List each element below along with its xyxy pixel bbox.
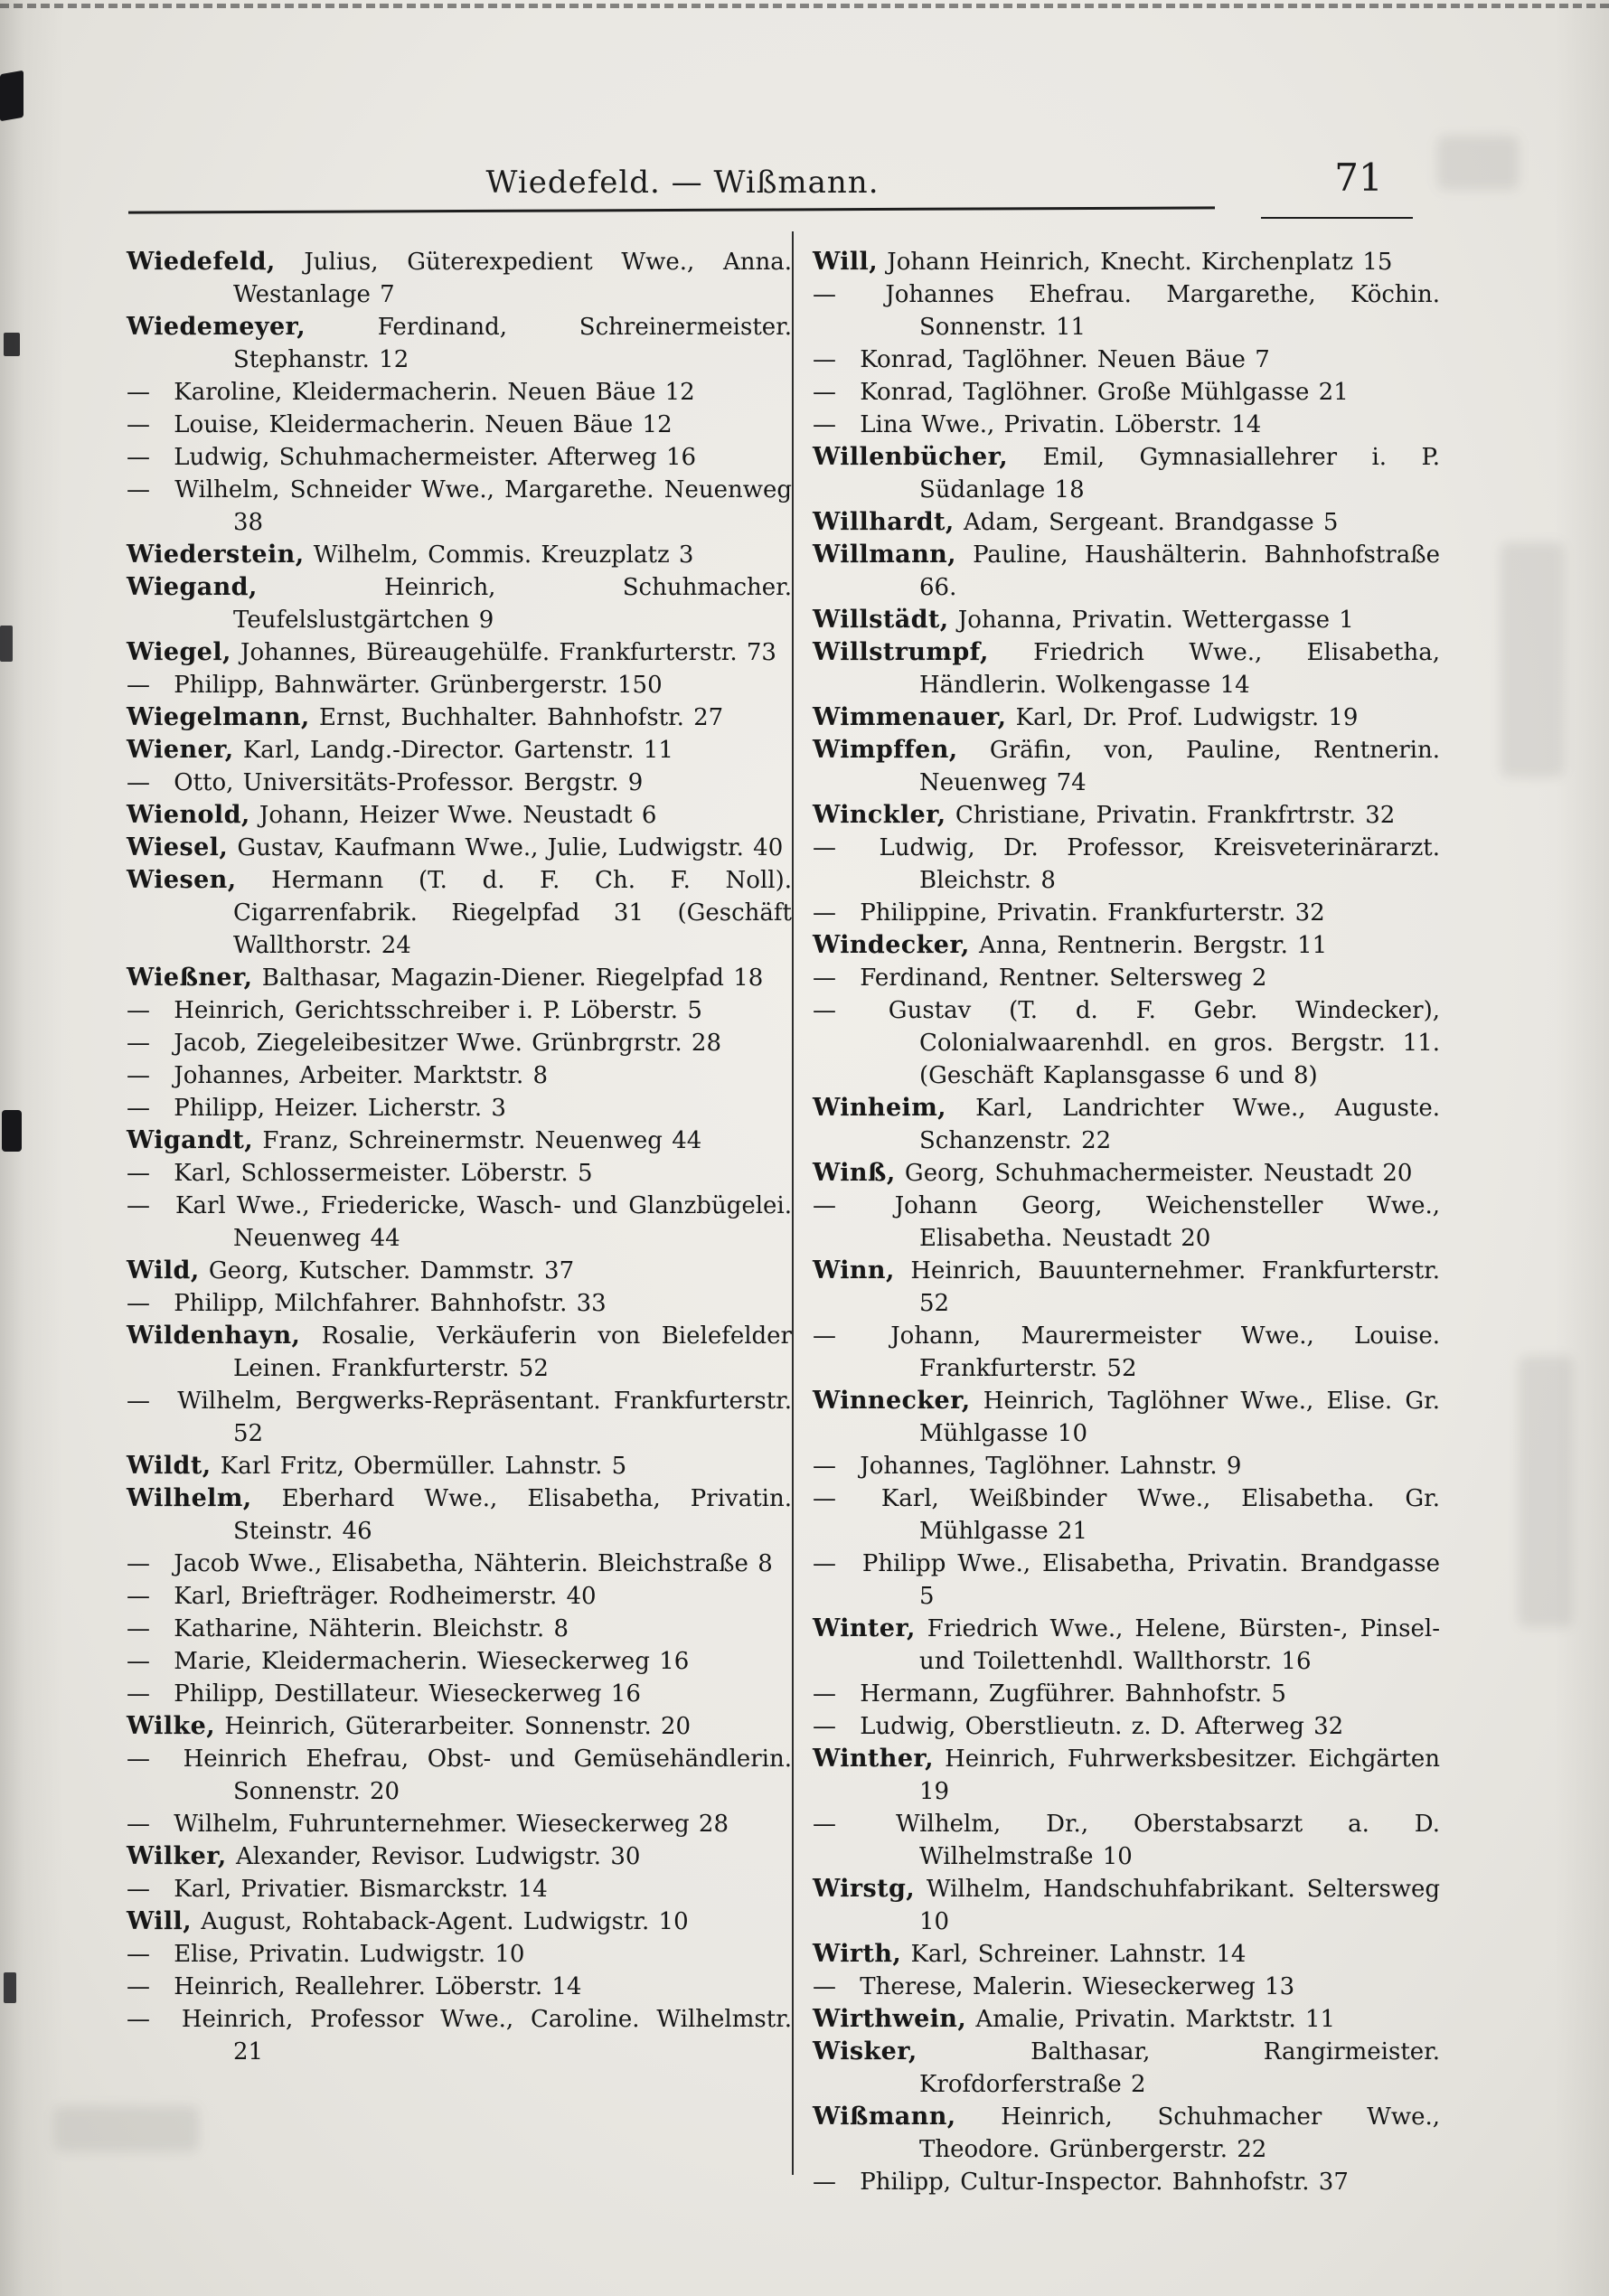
ditto-dash: — — [127, 1290, 150, 1317]
surname: Wimmenauer, — [813, 703, 1007, 731]
ditto-dash: — — [813, 1550, 836, 1577]
scan-artifact — [0, 626, 13, 662]
directory-entry: Wiedemeyer, Ferdinand, Schreinermeister. Stephanstr. 12 — [127, 313, 792, 373]
surname: Willstädt, — [813, 606, 949, 634]
surname: Willstrumpf, — [813, 638, 989, 666]
directory-subentry: — Johannes, Taglöhner. Lahnstr. 9 — [813, 1453, 1242, 1480]
surname: Winckler, — [813, 801, 946, 829]
directory-subentry: — Philipp, Destillateur. Wieseckerweg 16 — [127, 1680, 641, 1708]
ditto-dash: — — [127, 1941, 150, 1968]
directory-subentry: — Johann, Maurermeister Wwe., Louise. Frankfurterstr. 52 — [813, 1322, 1440, 1382]
ditto-dash: — — [813, 1322, 836, 1350]
directory-subentry: — Philipp Wwe., Elisabetha, Privatin. Brandgasse 5 — [813, 1550, 1440, 1610]
directory-subentry: — Otto, Universitäts-Professor. Bergstr. 9 — [127, 769, 644, 796]
directory-subentry: — Elise, Privatin. Ludwigstr. 10 — [127, 1941, 525, 1968]
directory-subentry: — Therese, Malerin. Wieseckerweg 13 — [813, 1973, 1295, 2000]
ditto-dash: — — [813, 834, 836, 861]
surname: Wilke, — [127, 1712, 216, 1740]
surname: Windecker, — [813, 931, 970, 959]
directory-entry: Wild, Georg, Kutscher. Dammstr. 37 — [127, 1256, 575, 1284]
directory-subentry: — Konrad, Taglöhner. Große Mühlgasse 21 — [813, 379, 1349, 406]
directory-entry: Winther, Heinrich, Fuhrwerksbesitzer. Eichgärten 19 — [813, 1745, 1440, 1805]
directory-entry: Willstrumpf, Friedrich Wwe., Elisabetha, Händlerin. Wolkengasse 14 — [813, 638, 1440, 699]
directory-entry: Will, Johann Heinrich, Knecht. Kirchenplatz 15 — [813, 248, 1393, 276]
ditto-dash: — — [127, 672, 150, 699]
directory-subentry: — Philipp, Heizer. Licherstr. 3 — [127, 1095, 506, 1122]
ditto-dash: — — [127, 1550, 150, 1577]
directory-subentry: — Konrad, Taglöhner. Neuen Bäue 7 — [813, 346, 1270, 373]
directory-column-right — [813, 246, 1440, 2198]
ditto-dash: — — [813, 965, 836, 992]
directory-entry: Winheim, Karl, Landrichter Wwe., Auguste. Schanzenstr. 22 — [813, 1094, 1440, 1154]
directory-subentry: — Karl, Briefträger. Rodheimerstr. 40 — [127, 1583, 597, 1610]
scan-artifact — [4, 333, 20, 356]
ditto-dash: — — [813, 281, 836, 308]
page-number: 71 — [1334, 155, 1383, 200]
directory-subentry: — Philippine, Privatin. Frankfurterstr. 32 — [813, 899, 1325, 927]
ink-bleed-smudge — [54, 2106, 199, 2151]
ditto-dash: — — [127, 997, 150, 1024]
scan-artifact — [0, 71, 24, 122]
ditto-dash: — — [127, 1648, 150, 1675]
surname: Wiegel, — [127, 638, 231, 666]
directory-entry: Wiederstein, Wilhelm, Commis. Kreuzplatz 3 — [127, 541, 694, 569]
scan-artifact — [2, 1110, 22, 1152]
ditto-dash: — — [127, 1615, 150, 1642]
directory-subentry: — Ludwig, Schuhmachermeister. Afterweg 16 — [127, 444, 697, 471]
ditto-dash: — — [127, 1192, 150, 1219]
ditto-dash: — — [813, 1811, 836, 1838]
surname: Winter, — [813, 1614, 916, 1642]
ditto-dash: — — [127, 769, 150, 796]
surname: Willhardt, — [813, 508, 955, 536]
directory-entry: Wießner, Balthasar, Magazin-Diener. Riegelpfad 18 — [127, 964, 764, 992]
surname: Wiegelmann, — [127, 703, 310, 731]
directory-entry: Wiesen, Hermann (T. d. F. Ch. F. Noll). Cigarrenfabrik. Riegelpfad 31 (Geschäft Wallthorstr. 24 — [127, 866, 792, 959]
directory-entry: Wienold, Johann, Heizer Wwe. Neustadt 6 — [127, 801, 657, 829]
directory-entry: Winckler, Christiane, Privatin. Frankfrtrstr. 32 — [813, 801, 1396, 829]
directory-entry: Wiesel, Gustav, Kaufmann Wwe., Julie, Ludwigstr. 40 — [127, 833, 784, 861]
surname: Wild, — [127, 1256, 200, 1284]
directory-subentry: — Heinrich, Reallehrer. Löberstr. 14 — [127, 1973, 582, 2000]
directory-subentry: — Marie, Kleidermacherin. Wieseckerweg 16 — [127, 1648, 690, 1675]
ditto-dash: — — [813, 1973, 836, 2000]
surname: Willmann, — [813, 541, 956, 569]
directory-column-left — [127, 246, 792, 2068]
directory-entry: Wisker, Balthasar, Rangirmeister. Krofdorferstraße 2 — [813, 2037, 1440, 2098]
directory-subentry: — Karl, Weißbinder Wwe., Elisabetha. Gr. Mühlgasse 21 — [813, 1485, 1440, 1545]
ditto-dash: — — [813, 997, 836, 1024]
directory-entry: Wigandt, Franz, Schreinermstr. Neuenweg 44 — [127, 1126, 702, 1154]
surname: Winn, — [813, 1256, 895, 1284]
directory-subentry: — Jacob, Ziegeleibesitzer Wwe. Grünbrgrstr. 28 — [127, 1030, 722, 1057]
surname: Wiedefeld, — [127, 248, 276, 276]
directory-entry: Wißmann, Heinrich, Schuhmacher Wwe., Theodore. Grünbergerstr. 22 — [813, 2103, 1440, 2163]
directory-entry: Winter, Friedrich Wwe., Helene, Bürsten-, Pinsel- und Toilettenhdl. Wallthorstr. 16 — [813, 1614, 1440, 1675]
ditto-dash: — — [813, 899, 836, 927]
directory-subentry: — Wilhelm, Bergwerks-Repräsentant. Frankfurterstr. 52 — [127, 1388, 792, 1447]
ditto-dash: — — [127, 1030, 150, 1057]
surname: Winnecker, — [813, 1387, 971, 1415]
directory-entry: Wiedefeld, Julius, Güterexpedient Wwe., Anna. Westanlage 7 — [127, 248, 792, 308]
surname: Wienold, — [127, 801, 250, 829]
ditto-dash: — — [127, 411, 150, 438]
ditto-dash: — — [127, 1388, 150, 1415]
ditto-dash: — — [127, 1062, 150, 1089]
ditto-dash: — — [127, 1973, 150, 2000]
surname: Wiederstein, — [127, 541, 305, 569]
directory-entry: Wilke, Heinrich, Güterarbeiter. Sonnenstr. 20 — [127, 1712, 692, 1740]
directory-subentry: — Lina Wwe., Privatin. Löberstr. 14 — [813, 411, 1262, 438]
page-number-rule — [1261, 217, 1413, 219]
surname: Wiesen, — [127, 866, 237, 894]
surname: Winß, — [813, 1159, 896, 1187]
surname: Wimpffen, — [813, 736, 958, 764]
directory-entry: Wirth, Karl, Schreiner. Lahnstr. 14 — [813, 1940, 1247, 1968]
directory-entry: Wiegelmann, Ernst, Buchhalter. Bahnhofstr. 27 — [127, 703, 724, 731]
surname: Wießner, — [127, 964, 253, 992]
surname: Wildt, — [127, 1452, 212, 1480]
ditto-dash: — — [127, 1095, 150, 1122]
directory-subentry: — Ludwig, Dr. Professor, Kreisveterinärarzt. Bleichstr. 8 — [813, 834, 1440, 894]
surname: Wiedemeyer, — [127, 313, 306, 341]
ditto-dash: — — [127, 444, 150, 471]
surname: Wiesel, — [127, 833, 229, 861]
ditto-dash: — — [127, 2006, 150, 2033]
ink-bleed-smudge — [1437, 136, 1519, 190]
directory-entry: Wildenhayn, Rosalie, Verkäuferin von Bielefelder Leinen. Frankfurterstr. 52 — [127, 1322, 792, 1382]
ditto-dash: — — [813, 379, 836, 406]
surname: Wiegand, — [127, 573, 258, 601]
surname: Winther, — [813, 1745, 934, 1773]
directory-subentry: — Wilhelm, Fuhrunternehmer. Wieseckerweg 28 — [127, 1811, 729, 1838]
directory-subentry: — Johannes, Arbeiter. Marktstr. 8 — [127, 1062, 549, 1089]
directory-subentry: — Karoline, Kleidermacherin. Neuen Bäue 12 — [127, 379, 695, 406]
ditto-dash: — — [813, 346, 836, 373]
directory-subentry: — Heinrich, Professor Wwe., Caroline. Wilhelmstr. 21 — [127, 2006, 792, 2065]
directory-subentry: — Karl, Schlossermeister. Löberstr. 5 — [127, 1160, 593, 1187]
surname: Winheim, — [813, 1094, 946, 1122]
directory-subentry: — Hermann, Zugführer. Bahnhofstr. 5 — [813, 1680, 1286, 1708]
directory-subentry: — Johann Georg, Weichensteller Wwe., Elisabetha. Neustadt 20 — [813, 1192, 1440, 1252]
surname: Will, — [813, 248, 879, 276]
directory-subentry: — Louise, Kleidermacherin. Neuen Bäue 12 — [127, 411, 673, 438]
directory-subentry: — Philipp, Milchfahrer. Bahnhofstr. 33 — [127, 1290, 607, 1317]
header-rule — [128, 206, 1215, 213]
ditto-dash: — — [127, 1160, 150, 1187]
ditto-dash: — — [813, 411, 836, 438]
directory-subentry: — Wilhelm, Dr., Oberstabsarzt a. D. Wilhelmstraße 10 — [813, 1811, 1440, 1870]
surname: Wildenhayn, — [127, 1322, 301, 1350]
directory-subentry: — Heinrich, Gerichtsschreiber i. P. Löberstr. 5 — [127, 997, 702, 1024]
directory-subentry: — Johannes Ehefrau. Margarethe, Köchin. Sonnenstr. 11 — [813, 281, 1440, 341]
ditto-dash: — — [813, 1485, 836, 1512]
ditto-dash: — — [127, 1583, 150, 1610]
directory-entry: Windecker, Anna, Rentnerin. Bergstr. 11 — [813, 931, 1328, 959]
surname: Wigandt, — [127, 1126, 254, 1154]
directory-entry: Wimpffen, Gräfin, von, Pauline, Rentnerin. Neuenweg 74 — [813, 736, 1440, 796]
directory-entry: Wildt, Karl Fritz, Obermüller. Lahnstr. 5 — [127, 1452, 627, 1480]
ditto-dash: — — [127, 1746, 150, 1773]
directory-entry: Will, August, Rohtaback-Agent. Ludwigstr. 10 — [127, 1907, 689, 1935]
surname: Wirth, — [813, 1940, 902, 1968]
directory-entry: Willhardt, Adam, Sergeant. Brandgasse 5 — [813, 508, 1339, 536]
directory-entry: Wirstg, Wilhelm, Handschuhfabrikant. Seltersweg 10 — [813, 1875, 1440, 1935]
ditto-dash: — — [127, 476, 150, 503]
directory-entry: Winn, Heinrich, Bauunternehmer. Frankfurterstr. 52 — [813, 1256, 1440, 1317]
surname: Wiener, — [127, 736, 234, 764]
scan-artifact — [4, 1972, 16, 2003]
directory-entry: Willmann, Pauline, Haushälterin. Bahnhofstraße 66. — [813, 541, 1440, 601]
ink-bleed-smudge — [1519, 1356, 1573, 1627]
directory-subentry: — Gustav (T. d. F. Gebr. Windecker), Colonialwaarenhdl. en gros. Bergstr. 11. (Geschäft Kaplansgasse 6 und 8) — [813, 997, 1440, 1089]
directory-entry: Winnecker, Heinrich, Taglöhner Wwe., Elise. Gr. Mühlgasse 10 — [813, 1387, 1440, 1447]
directory-subentry: — Ferdinand, Rentner. Seltersweg 2 — [813, 965, 1267, 992]
ditto-dash: — — [127, 1680, 150, 1708]
surname: Willenbücher, — [813, 443, 1009, 471]
directory-entry: Wimmenauer, Karl, Dr. Prof. Ludwigstr. 19 — [813, 703, 1359, 731]
ditto-dash: — — [127, 1811, 150, 1838]
directory-subentry: — Wilhelm, Schneider Wwe., Margarethe. Neuenweg 38 — [127, 476, 792, 536]
directory-entry: Wiener, Karl, Landg.-Director. Gartenstr. 11 — [127, 736, 673, 764]
directory-entry: Wilker, Alexander, Revisor. Ludwigstr. 30 — [127, 1842, 641, 1870]
directory-entry: Wiegand, Heinrich, Schuhmacher. Teufelslustgärtchen 9 — [127, 573, 792, 634]
running-header: Wiedefeld. — Wißmann. — [485, 165, 880, 201]
directory-subentry: — Karl Wwe., Friedericke, Wasch- und Glanzbügelei. Neuenweg 44 — [127, 1192, 792, 1252]
directory-subentry: — Ludwig, Oberstlieutn. z. D. Afterweg 32 — [813, 1713, 1344, 1740]
surname: Wirthwein, — [813, 2005, 967, 2033]
ditto-dash: — — [127, 1876, 150, 1903]
ditto-dash: — — [813, 1453, 836, 1480]
directory-subentry: — Jacob Wwe., Elisabetha, Nähterin. Bleichstraße 8 — [127, 1550, 773, 1577]
directory-entry: Willenbücher, Emil, Gymnasiallehrer i. P. Südanlage 18 — [813, 443, 1440, 503]
directory-subentry: — Karl, Privatier. Bismarckstr. 14 — [127, 1876, 548, 1903]
ink-bleed-smudge — [1501, 542, 1564, 777]
ditto-dash: — — [127, 379, 150, 406]
ditto-dash: — — [813, 1680, 836, 1708]
surname: Wisker, — [813, 2037, 917, 2065]
directory-entry: Wirthwein, Amalie, Privatin. Marktstr. 11 — [813, 2005, 1336, 2033]
directory-subentry: — Philipp, Cultur-Inspector. Bahnhofstr. 37 — [813, 2169, 1349, 2196]
ditto-dash: — — [813, 1713, 836, 1740]
column-divider-rule — [792, 231, 794, 2175]
directory-entry: Wiegel, Johannes, Büreaugehülfe. Frankfurterstr. 73 — [127, 638, 776, 666]
directory-entry: Winß, Georg, Schuhmachermeister. Neustadt 20 — [813, 1159, 1413, 1187]
directory-subentry: — Heinrich Ehefrau, Obst- und Gemüsehändlerin. Sonnenstr. 20 — [127, 1746, 792, 1805]
surname: Wilker, — [127, 1842, 227, 1870]
surname: Wilhelm, — [127, 1484, 252, 1512]
page-top-edge — [0, 4, 1609, 8]
surname: Will, — [127, 1907, 193, 1935]
ditto-dash: — — [813, 2169, 836, 2196]
directory-entry: Wilhelm, Eberhard Wwe., Elisabetha, Privatin. Steinstr. 46 — [127, 1484, 792, 1545]
surname: Wirstg, — [813, 1875, 916, 1903]
ditto-dash: — — [813, 1192, 836, 1219]
surname: Wißmann, — [813, 2103, 956, 2131]
directory-subentry: — Katharine, Nähterin. Bleichstr. 8 — [127, 1615, 569, 1642]
directory-subentry: — Philipp, Bahnwärter. Grünbergerstr. 150 — [127, 672, 663, 699]
directory-entry: Willstädt, Johanna, Privatin. Wettergasse 1 — [813, 606, 1354, 634]
